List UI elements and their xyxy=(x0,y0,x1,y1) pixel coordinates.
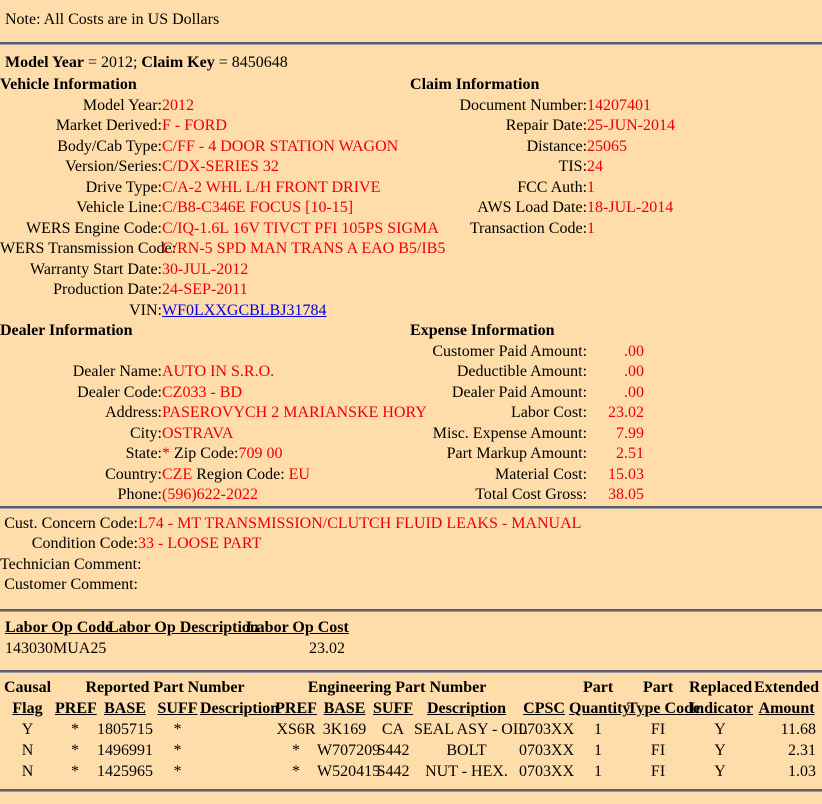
part-quantity: 1 xyxy=(594,763,603,780)
column-header-indicator: Indicator xyxy=(689,700,754,717)
info-row xyxy=(0,157,822,178)
column-header-labor-op-description: Labor Op Description xyxy=(108,619,259,636)
engineering-base: W520415 xyxy=(317,763,381,780)
column-header-suff-reported: SUFF xyxy=(157,700,198,717)
page-bottom-spacer xyxy=(0,792,822,803)
info-row xyxy=(0,403,822,424)
labor-op-description-value xyxy=(108,639,246,660)
field-value-dealer-paid: .00 xyxy=(624,383,645,401)
reported-pref: * xyxy=(71,742,79,759)
field-value-drive-type: C/A-2 WHL L/H FRONT DRIVE xyxy=(162,178,381,196)
empty-cell xyxy=(410,280,587,301)
field-value-dealer-code: CZ033 - BD xyxy=(162,383,242,401)
group-header-part-quantity: Part xyxy=(582,679,614,696)
field-value-market-derived: F - FORD xyxy=(162,117,227,135)
engineering-description: BOLT xyxy=(446,742,487,759)
info-row xyxy=(0,198,822,219)
field-label-aws-load-date: AWS Load Date: xyxy=(477,199,588,217)
column-header-suff-engineering: SUFF xyxy=(373,700,414,717)
field-value-city: OSTRAVA xyxy=(162,424,234,442)
empty-cell xyxy=(587,239,822,260)
costs-note: Note: All Costs are in US Dollars xyxy=(5,11,220,28)
reported-suff: * xyxy=(173,742,182,759)
info-row xyxy=(0,514,822,535)
replaced-indicator: Y xyxy=(714,742,726,759)
group-header-extended: Extended xyxy=(754,679,819,696)
replaced-indicator: Y xyxy=(714,721,726,738)
field-value-wers-engine-code: C/IQ-1.6L 16V TIVCT PFI 105PS SIGMA xyxy=(162,219,439,237)
field-value-deductible: .00 xyxy=(624,363,645,381)
column-header-pref-engineering: PREF xyxy=(275,700,317,717)
reported-description xyxy=(200,741,275,762)
extended-amount: 2.31 xyxy=(788,742,817,759)
claim-key-label: Claim Key xyxy=(141,54,215,71)
model-year-key-value: = 2012; xyxy=(83,54,142,71)
zip-code-label: Zip Code: xyxy=(170,445,239,463)
group-header-engineering-part-number: Engineering Part Number xyxy=(307,679,487,696)
field-value-customer-paid: .00 xyxy=(624,342,645,360)
part-quantity: 1 xyxy=(594,742,603,759)
field-value-distance: 25065 xyxy=(587,137,628,155)
field-value-cust-concern-code: L74 - MT TRANSMISSION/CLUTCH FLUID LEAKS - MANUAL xyxy=(138,514,582,532)
column-header-amount: Amount xyxy=(758,700,815,717)
part-type-code: FI xyxy=(650,763,666,780)
section-title-dealer-information: Dealer Information xyxy=(0,322,133,340)
info-row xyxy=(0,116,822,137)
model-year-key-label: Model Year xyxy=(5,54,84,71)
field-label-tis: TIS: xyxy=(558,158,588,176)
field-value-misc-expense: 7.99 xyxy=(616,424,645,442)
reported-suff: * xyxy=(173,763,182,780)
divider xyxy=(0,506,822,509)
engineering-suff: CA xyxy=(381,721,405,738)
column-header-description-engineering: Description xyxy=(426,700,507,717)
info-row xyxy=(0,219,822,240)
table-header-row xyxy=(0,699,822,720)
vin-link[interactable]: WF0LXXGCBLBJ31784 xyxy=(162,301,327,319)
info-row xyxy=(0,465,822,486)
empty-cell xyxy=(410,301,587,322)
empty-cell xyxy=(0,342,162,363)
info-row xyxy=(0,280,822,301)
section-title-vehicle-information: Vehicle Information xyxy=(0,76,137,94)
labor-op-cost-value: 23.02 xyxy=(309,640,345,657)
reported-base: 1425965 xyxy=(97,763,153,780)
labor-op-code-value: 143030MUA25 xyxy=(5,640,107,657)
field-value-body-cab-type: C/FF - 4 DOOR STATION WAGON xyxy=(162,137,399,155)
cpsc-value: 0703XX xyxy=(519,721,575,738)
field-label-market-derived: Market Derived: xyxy=(55,117,162,135)
engineering-description: NUT - HEX. xyxy=(425,763,508,780)
info-row xyxy=(0,137,822,158)
field-label-material-cost: Material Cost: xyxy=(495,465,588,483)
labor-op-table xyxy=(5,618,349,660)
reported-suff: * xyxy=(173,721,182,738)
field-label-deductible: Deductible Amount: xyxy=(456,363,588,381)
column-header-labor-op-code: Labor Op Code xyxy=(5,619,113,636)
extended-amount: 11.68 xyxy=(780,721,817,738)
field-label-warranty-start-date: Warranty Start Date: xyxy=(30,260,162,278)
field-value-technician-comment xyxy=(138,555,822,576)
field-value-aws-load-date: 18-JUL-2014 xyxy=(587,199,674,217)
info-row xyxy=(0,301,822,322)
causal-flag: Y xyxy=(21,721,34,738)
field-label-dealer-name: Dealer Name: xyxy=(72,363,162,381)
field-value-document-number: 14207401 xyxy=(587,96,652,114)
info-row xyxy=(0,485,822,506)
field-label-wers-engine-code: WERS Engine Code: xyxy=(26,219,162,237)
engineering-base: 3K169 xyxy=(322,721,367,738)
reported-base: 1496991 xyxy=(97,742,153,759)
state-value: * xyxy=(162,445,170,463)
field-label-condition-code: Condition Code: xyxy=(31,535,138,553)
field-label-transaction-code: Transaction Code: xyxy=(469,219,588,237)
field-label-repair-date: Repair Date: xyxy=(505,117,588,135)
field-value-model-year: 2012 xyxy=(162,96,194,114)
info-row xyxy=(0,342,822,363)
info-row xyxy=(0,424,822,445)
field-value-country-region xyxy=(162,465,410,486)
field-label-wers-transmission-code: WERS Transmission Code: xyxy=(0,240,177,258)
field-value-vehicle-line: C/B8-C346E FOCUS [10-15] xyxy=(162,199,354,217)
table-header-row xyxy=(5,618,345,639)
causal-flag: N xyxy=(21,763,34,780)
field-value-transaction-code: 1 xyxy=(587,219,596,237)
field-label-dealer-code: Dealer Code: xyxy=(77,383,162,401)
field-label-document-number: Document Number: xyxy=(459,96,588,114)
engineering-pref: * xyxy=(292,742,301,759)
section-title-expense-information: Expense Information xyxy=(410,322,555,340)
reported-description xyxy=(200,720,275,741)
field-label-country: Country: xyxy=(105,465,162,483)
claim-key-value: = 8450648 xyxy=(214,54,288,71)
country-value: CZE xyxy=(162,465,193,483)
empty-cell xyxy=(587,280,822,301)
info-row xyxy=(0,575,822,596)
group-header-causal: Causal xyxy=(3,679,52,696)
field-label-vin: VIN: xyxy=(129,301,162,319)
field-label-production-date: Production Date: xyxy=(53,281,162,299)
engineering-description: SEAL ASY - OIL xyxy=(414,721,528,738)
reported-pref: * xyxy=(71,721,79,738)
group-header-replaced: Replaced xyxy=(689,679,753,696)
divider xyxy=(0,609,822,612)
engineering-suff: S442 xyxy=(376,763,410,780)
field-label-model-year: Model Year: xyxy=(82,96,162,114)
field-label-body-cab-type: Body/Cab Type: xyxy=(57,137,162,155)
table-row xyxy=(0,720,822,741)
group-header-part-type: Part xyxy=(642,679,674,696)
field-label-distance: Distance: xyxy=(526,137,588,155)
field-label-misc-expense: Misc. Expense Amount: xyxy=(432,424,588,442)
field-label-drive-type: Drive Type: xyxy=(85,178,162,196)
info-row xyxy=(0,555,822,576)
cpsc-value: 0703XX xyxy=(519,763,575,780)
column-header-base-engineering: BASE xyxy=(323,700,366,717)
empty-cell xyxy=(587,260,822,281)
field-label-customer-paid: Customer Paid Amount: xyxy=(432,342,588,360)
field-label-city: City: xyxy=(129,424,162,442)
parts-table xyxy=(0,678,822,783)
field-label-fcc-auth: FCC Auth: xyxy=(517,178,588,196)
field-value-total-cost-gross: 38.05 xyxy=(608,486,645,504)
reported-description xyxy=(200,762,275,783)
engineering-pref: * xyxy=(292,763,301,780)
column-header-cpsc: CPSC xyxy=(523,700,565,717)
part-quantity: 1 xyxy=(594,721,603,738)
column-header-base-reported: BASE xyxy=(104,700,146,717)
field-label-dealer-paid: Dealer Paid Amount: xyxy=(451,383,588,401)
info-row xyxy=(0,178,822,199)
field-label-phone: Phone: xyxy=(117,486,162,504)
part-type-code: FI xyxy=(650,742,666,759)
field-value-warranty-start-date: 30-JUL-2012 xyxy=(162,260,249,278)
field-value-condition-code: 33 - LOOSE PART xyxy=(138,535,262,553)
field-value-version-series: C/DX-SERIES 32 xyxy=(162,158,279,176)
empty-cell xyxy=(587,301,822,322)
column-header-flag: Flag xyxy=(12,700,43,717)
field-value-dealer-name: AUTO IN S.R.O. xyxy=(162,363,275,381)
field-value-part-markup: 2.51 xyxy=(616,445,645,463)
field-value-tis: 24 xyxy=(587,158,604,176)
reported-base: 1805715 xyxy=(97,721,153,738)
field-label-part-markup: Part Markup Amount: xyxy=(446,445,588,463)
zip-code-value: 709 00 xyxy=(238,445,283,463)
table-row xyxy=(0,741,822,762)
column-header-pref-reported: PREF xyxy=(55,700,97,717)
field-label-vehicle-line: Vehicle Line: xyxy=(76,199,162,217)
field-value-material-cost: 15.03 xyxy=(608,465,645,483)
field-value-production-date: 24-SEP-2011 xyxy=(162,281,248,299)
field-label-state: State: xyxy=(125,445,162,463)
info-row xyxy=(0,362,822,383)
field-label-customer-comment: Customer Comment: xyxy=(4,576,138,594)
part-type-code: FI xyxy=(650,721,666,738)
empty-cell xyxy=(410,260,587,281)
section-title-claim-information: Claim Information xyxy=(410,76,540,94)
causal-flag: N xyxy=(21,742,34,759)
field-value-state-zip xyxy=(162,444,410,465)
field-label-address: Address: xyxy=(105,404,162,422)
section-header-row xyxy=(0,321,822,342)
table-group-header-row xyxy=(0,678,822,699)
info-row xyxy=(0,239,822,260)
replaced-indicator: Y xyxy=(714,763,726,780)
extended-amount: 1.03 xyxy=(788,763,817,780)
column-header-quantity: Quantity xyxy=(569,700,631,717)
info-row xyxy=(0,444,822,465)
engineering-pref: XS6R xyxy=(276,721,316,738)
empty-cell xyxy=(162,342,410,363)
region-code-value: EU xyxy=(288,465,310,483)
claim-summary-line xyxy=(0,45,822,72)
region-code-label: Region Code: xyxy=(192,465,289,483)
engineering-base: W707209 xyxy=(317,742,381,759)
field-label-total-cost-gross: Total Cost Gross: xyxy=(475,486,588,504)
table-row xyxy=(5,639,345,660)
field-value-labor-cost: 23.02 xyxy=(608,404,645,422)
field-label-version-series: Version/Series: xyxy=(65,158,162,176)
column-header-labor-op-cost: Labor Op Cost xyxy=(246,619,349,636)
info-row xyxy=(0,534,822,555)
field-value-phone: (596)622-2022 xyxy=(162,486,258,504)
reported-pref: * xyxy=(71,763,79,780)
field-value-repair-date: 25-JUN-2014 xyxy=(587,117,676,135)
info-row xyxy=(0,383,822,404)
group-header-reported-part-number: Reported Part Number xyxy=(85,679,245,696)
field-value-customer-comment xyxy=(138,575,822,596)
empty-cell xyxy=(519,678,569,699)
cpsc-value: 0703XX xyxy=(519,742,575,759)
column-header-description-reported: Description xyxy=(200,700,280,717)
field-label-cust-concern-code: Cust. Concern Code: xyxy=(4,514,138,532)
divider xyxy=(0,670,822,673)
claim-detail-grid xyxy=(0,75,822,506)
field-value-address: PASEROVYCH 2 MARIANSKE HORY xyxy=(162,404,427,422)
info-row xyxy=(0,260,822,281)
concern-comments-block xyxy=(0,514,822,596)
table-row xyxy=(0,762,822,783)
engineering-suff: S442 xyxy=(376,742,410,759)
field-label-labor-cost: Labor Cost: xyxy=(511,404,588,422)
field-value-wers-transmission-code: C/RN-5 SPD MAN TRANS A EAO B5/IB5 xyxy=(162,240,446,258)
field-label-technician-comment: Technician Comment: xyxy=(0,555,142,573)
section-header-row xyxy=(0,75,822,96)
column-header-type-code: Type Code xyxy=(627,700,701,717)
field-value-fcc-auth: 1 xyxy=(587,178,596,196)
info-row xyxy=(0,96,822,117)
